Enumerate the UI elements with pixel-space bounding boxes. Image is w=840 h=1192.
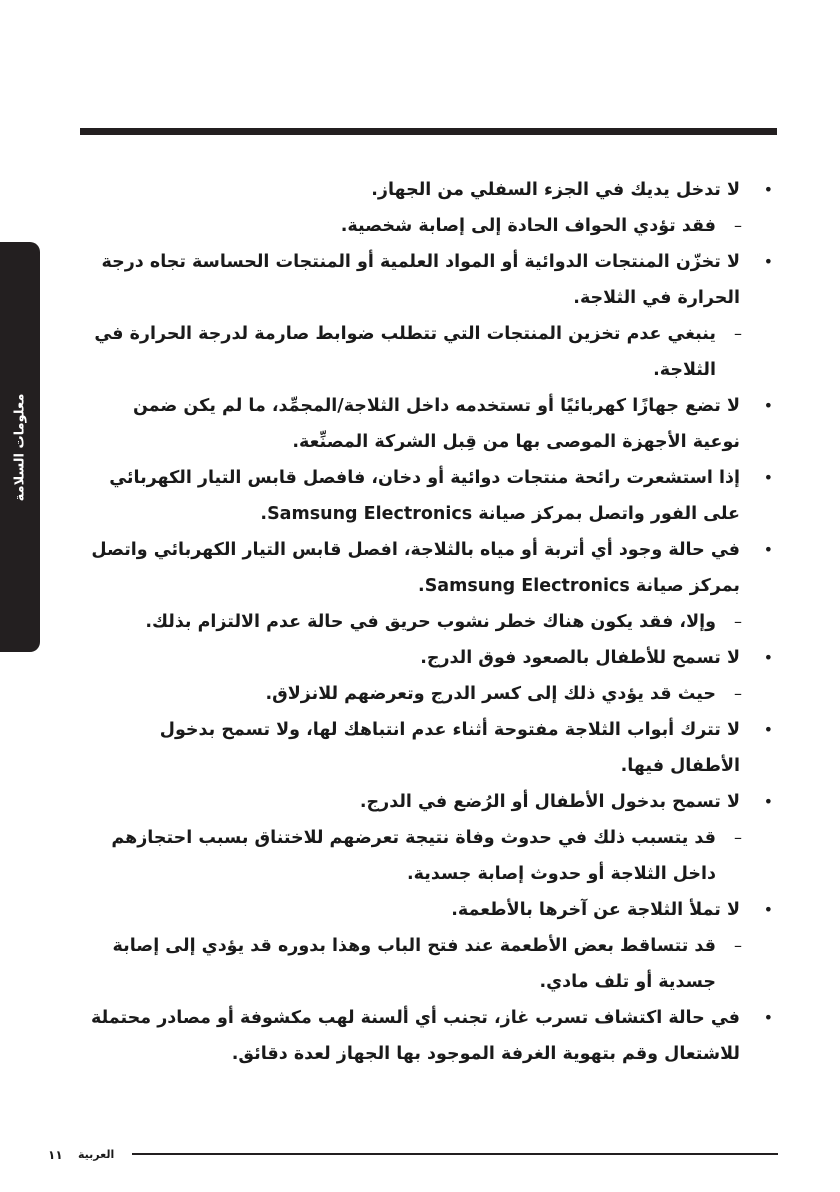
bullet-marker: • [763, 180, 773, 199]
item-text: لا تضع جهازًا كهربائيًا أو تستخدمه داخل الثلاجة/المجمِّد، ما لم يكن ضمن نوعية الأجهزة الموصى بها من قِبل الشركة المصنِّعة. [132, 396, 740, 452]
page-footer [40, 1146, 778, 1166]
item-text: لا تخزّن المنتجات الدوائية أو المواد العلمية أو المنتجات الحساسة تجاه درجة الحرارة في الثلاجة. [101, 252, 740, 308]
dash-marker: – [734, 936, 742, 955]
bullet-item [84, 1000, 778, 1072]
bullet-marker: • [763, 396, 773, 415]
item-text: إذا استشعرت رائحة منتجات دوائية أو دخان، فافصل قابس التيار الكهربائي على الفور واتصل بمركز صيانة Samsung Electronics. [109, 468, 740, 524]
item-text: لا تدخل يديك في الجزء السفلي من الجهاز. [371, 180, 740, 200]
bullet-item [84, 784, 778, 820]
top-divider [80, 128, 777, 135]
bullet-item [84, 712, 778, 784]
item-text: لا تملأ الثلاجة عن آخرها بالأطعمة. [451, 900, 740, 920]
bullet-marker: • [763, 540, 773, 559]
item-text: وإلا، فقد يكون هناك خطر نشوب حريق في حالة عدم الالتزام بذلك. [145, 612, 716, 632]
dash-marker: – [734, 612, 742, 631]
item-text: قد تتساقط بعض الأطعمة عند فتح الباب وهذا بدوره قد يؤدي إلى إصابة جسدية أو تلف مادي. [112, 936, 716, 992]
bullet-item [84, 172, 778, 208]
item-text: لا تترك أبواب الثلاجة مفتوحة أثناء عدم انتباهك لها، ولا تسمح بدخول الأطفال فيها. [159, 720, 740, 776]
dash-marker: – [734, 324, 742, 343]
bullet-marker: • [763, 648, 773, 667]
item-text: حيث قد يؤدي ذلك إلى كسر الدرج وتعرضهم للانزلاق. [265, 684, 716, 704]
bullet-marker: • [763, 720, 773, 739]
bullet-item [84, 640, 778, 676]
section-tab-label: معلومات السلامة [12, 393, 28, 501]
bullet-marker: • [763, 900, 773, 919]
item-text: قد يتسبب ذلك في حدوث وفاة نتيجة تعرضهم للاختناق بسبب احتجازهم داخل الثلاجة أو حدوث إصابة جسدية. [111, 828, 716, 884]
safety-list [84, 172, 778, 1072]
sub-item [84, 820, 778, 892]
item-text: ينبغي عدم تخزين المنتجات التي تتطلب ضوابط صارمة لدرجة الحرارة في الثلاجة. [94, 324, 716, 380]
footer-language-label: العربية [78, 1148, 115, 1161]
bullet-item [84, 460, 778, 532]
dash-marker: – [734, 828, 742, 847]
sub-item [84, 928, 778, 1000]
item-text: فقد تؤدي الحواف الحادة إلى إصابة شخصية. [340, 216, 716, 236]
bullet-marker: • [763, 792, 773, 811]
item-text: في حالة اكتشاف تسرب غاز، تجنب أي ألسنة لهب مكشوفة أو مصادر محتملة للاشتعال وقم بتهوية الغرفة الموجود بها الجهاز لعدة دقائق. [91, 1008, 740, 1064]
item-text: في حالة وجود أي أتربة أو مياه بالثلاجة، افصل قابس التيار الكهربائي واتصل بمركز صيانة Samsung Electronics. [91, 540, 740, 596]
bullet-marker: • [763, 252, 773, 271]
footer-divider [132, 1153, 778, 1155]
bullet-marker: • [763, 468, 773, 487]
bullet-item [84, 532, 778, 604]
bullet-marker: • [763, 1008, 773, 1027]
sub-item [84, 208, 778, 244]
bullet-item [84, 244, 778, 316]
item-text: لا تسمح للأطفال بالصعود فوق الدرج. [420, 648, 740, 668]
bullet-item [84, 892, 778, 928]
dash-marker: – [734, 216, 742, 235]
sub-item [84, 316, 778, 388]
sub-item [84, 676, 778, 712]
dash-marker: – [734, 684, 742, 703]
bullet-item [84, 388, 778, 460]
item-text: لا تسمح بدخول الأطفال أو الرُضع في الدرج. [359, 792, 740, 812]
section-tab-label-wrap [0, 242, 40, 652]
page-number: ١١ [48, 1148, 63, 1162]
sub-item [84, 604, 778, 640]
